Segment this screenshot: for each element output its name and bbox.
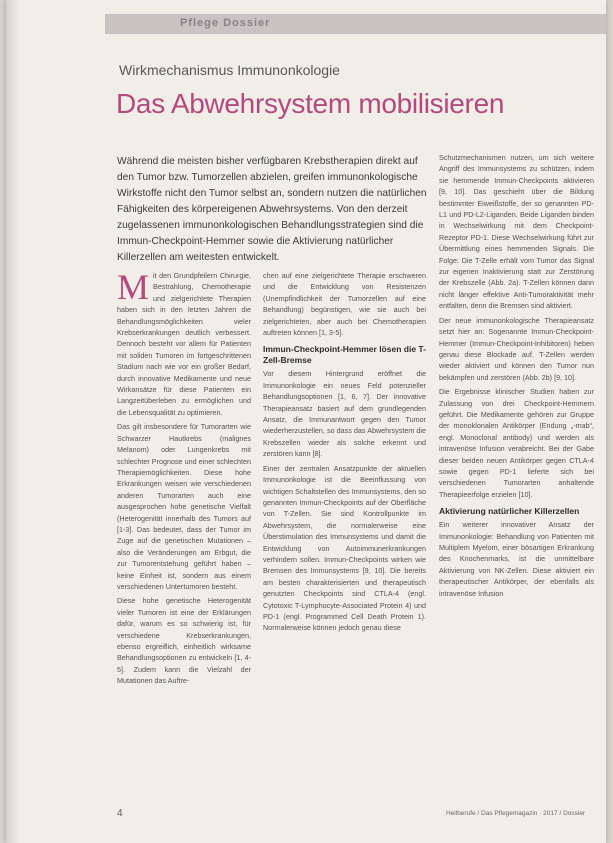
section-label: Pflege Dossier [180,17,271,29]
section-header-bar [105,14,606,34]
body-column-1 [117,270,251,810]
body-column-2 [263,270,426,810]
column-paragraph: Vor diesem Hintergrund eröffnet die Immunonkologie ein neues Feld potenzieller Behandlungsoptionen [1, 6, 7]. Der innovative Therapieansatz basiert auf dem grundlegenden Ansatz, die Immunantwort gegen den Tumor wiederherzustellen, so dass das Abwehrsystem die Krebszellen wieder als solche erkennt und zerstören kann [8]. [263,369,426,459]
article-kicker: Wirkmechanismus Immunonkologie [119,62,340,78]
column-paragraph: Das gilt insbesondere für Tumorarten wie Schwarzer Hautkrebs (malignes Melanom) oder Lungenkrebs mit schlechter Prognose und einer schlechten Therapiemöglichkeiten. Diese hohe Erkrankungen weisen wie verschiedenen anderen Tumorarten auch eine ausgesprochen hohe genetische Vielfalt (Heterogenität innerhalb des Tumors auf [1-3]. Das bedeutet, dass der Tumor im Zuge auf die genetischen Mutationen – also die Veränderungen am Erbgut, die zur Tumorentstehung geführt haben – keine Einheit ist, sondern aus einem verschiedenen Untertumoren besteht. [117,422,251,591]
magazine-page [6,0,606,843]
body-column-3 [439,152,594,812]
paragraph-text: it den Grundpfeilern Chirurgie, Bestrahlung, Chemotherapie und zielgerichtete Therapien haben sich in den letzten Jahren die Behandlungsmöglichkeiten vieler Krebserkrankungen deutlich verbessert. Dennoch besteht vor allem für Patienten mit soliden Tumoren im fortgeschrittenen Stadium nach wie vor ein großer Bedarf, durch innovative Medikamente und neue Wirkansätze für diese Patienten ein Langzeitüberleben zu ermöglichen und die Lebensqualität zu optimieren. [117,271,251,417]
subheading: Immun-Checkpoint-Hemmer lösen die T-Zell-Bremse [263,344,426,366]
page-number: 4 [117,808,123,819]
subheading: Aktivierung natürlicher Killerzellen [439,506,580,517]
column-paragraph: Schutzmechanismen nutzen, um sich weitere Angriff des Immunsystems zu schützen, indem sie hemmende Immun-Checkpoints aktivieren [9, 10]. Das geschieht über die Bildung bestimmter Eiweißstoffe, der so genannten PD-L1 und PD-L2-Liganden. Beide Liganden binden in Wechselwirkung mit dem Checkpoint-Rezeptor PD-1. Diese Wechselwirkung führt zur Übermittlung eines hemmenden Signals. Die Folge: Die T-Zelle erhält vom Tumor das Signal zur eigenen Inaktivierung statt zur Zerstörung der Krebszelle (Abb. 2a). T-Zellen können dann nicht länger effektive Anti-Tumoraktivität mehr entfalten, denn die Bremsen sind aktiviert. [439,153,594,311]
column-paragraph [117,270,251,418]
page-fold-shadow [6,0,20,843]
page-footer: Heilberufe / Das Pflegemagazin · 2017 / Dossier [446,810,586,817]
column-paragraph: Diese hohe genetische Heterogenität vieler Tumoren ist eine der Erklärungen dafür, warum es so schwierig ist, für verschiedene Krebserkrankungen, ebenso ergreiflich, einheitlich wirksame Behandlungsoptionen zu entwickeln [1, 4-5]. Zudem kann die Vielzahl der Mutationen das Auftre- [117,596,251,686]
column-paragraph: chen auf eine zielgerichtete Therapie erschweren und die Entwicklung von Resistenzen (Unempfindlichkeit der Tumorzellen auf eine Behandlung) begünstigen, wie sie auch bei zielgerichteten, aber auch bei Chemotherapien auftreten können [1, 3-5]. [263,271,426,338]
column-paragraph: Die Ergebnisse klinischer Studien haben zur Zulassung von drei Checkpoint-Hemmern geführt. Die Medikamente gehören zur Gruppe der monoklonalen Antikörper (Endung „-mab“, engl. Monoclonal antibody) und werden als intravenöse Infusion verabreicht. Bei der Gabe dieser beiden neuen Antikörper gegen CTLA-4 sowie gegen PD-1 lieferte sich bei verschiedenen Tumorarten anhaltende Therapieerfolge erzielen [10]. [439,387,594,499]
column-paragraph: Der neue immunonkologische Therapieansatz setzt hier an: Sogenannte Immun-Checkpoint-Hemmer (Immun-Checkpoint-Inhibitoren) heben genau diese Blockade auf. T-Zellen werden wieder aktiviert und können den Tumor nun bekämpfen und zerstören (Abb. 2b) [9, 10]. [439,315,594,382]
column-paragraph: Ein weiterer innovativer Ansatz der Immunonkologie: Behandlung von Patienten mit Multiplem Myelom, einer bösartigen Erkrankung des Knochenmarks, ist die unmittelbare Aktivierung von NK-Zellen. Diese aktiviert ein therapeutischer Antikörper, der ebenfalls als intravenöse Infusion [439,520,594,598]
article-title: Das Abwehrsystem mobilisieren [116,88,505,119]
drop-cap: M [117,270,150,307]
article-lead: Während die meisten bisher verfügbaren Krebstherapien direkt auf den Tumor bzw. Tumorzellen abzielen, greifen immunonkologische Wirkstoffe nicht den Tumor selbst an, sondern nutzen die natürlichen Fähigkeiten des körpereigenen Abwehrsystems. Von den derzeit zugelassenen immunonkologischen Behandlungsstrategien sind die Immun-Checkpoint-Hemmer sowie die Aktivierung natürlicher Killerzellen am weitesten entwickelt. [117,156,427,263]
column-paragraph: Einer der zentralen Ansatzpunkte der aktuellen Immunonkologie ist die Beeinflussung von wichtigen Schaltstellen des Immunsystems, den so genannten Immun-Checkpoints auf der Oberfläche von T-Zellen. Sie sind Kontrollpunkte im Abwehrsystem, die normalerweise eine Überstimulation des Immunsystems und damit die Entwicklung von Autoimmunerkrankungen verhindern sollen. Immun-Checkpoints wirken wie Bremsen des Immunsystems [9, 10]. Die bereits am besten charakterisierten und therapeutisch genutzten Checkpoints sind CTLA-4 (engl. Cytotoxic T-Lymphocyte-Associated Protein 4) und PD-1 (engl. Programmed Cell Death Protein 1). Normalerweise können jedoch genau diese [263,463,426,633]
